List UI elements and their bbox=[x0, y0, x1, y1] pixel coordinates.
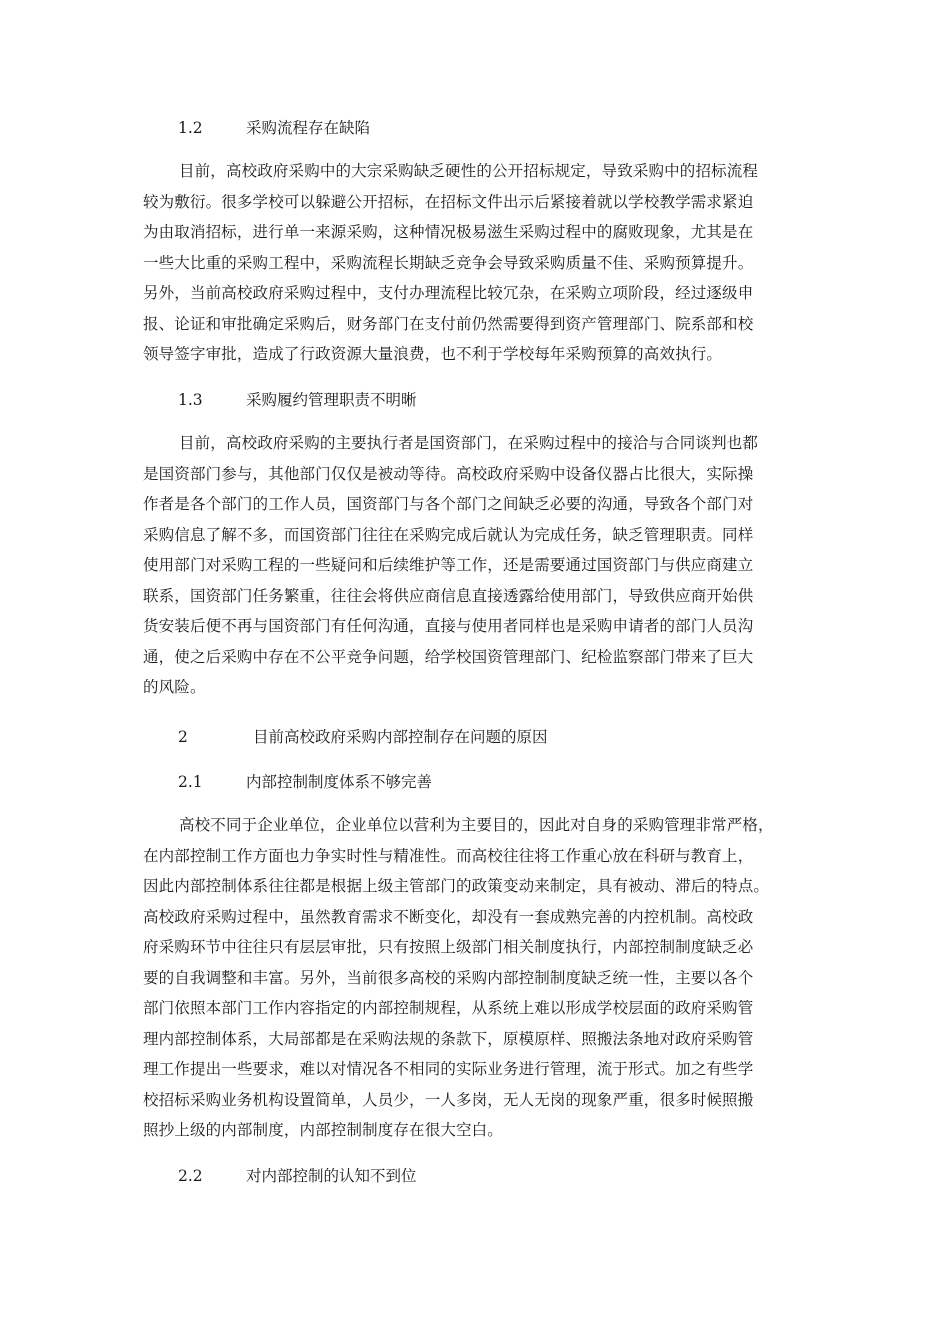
text-line: 采购信息了解不多，而国资部门往往在采购完成后就认为完成任务，缺乏管理职责。同样 bbox=[143, 525, 754, 544]
section-number: 1.2 bbox=[178, 119, 203, 137]
text-line: 是国资部门参与，其他部门仅仅是被动等待。高校政府采购中设备仪器占比很大，实际操 bbox=[143, 464, 754, 483]
text-line: 因此内部控制体系往往都是根据上级主管部门的政策变动来制定，具有被动、滞后的特点。 bbox=[143, 877, 770, 895]
text-line: 照抄上级的内部制度，内部控制制度存在很大空白。 bbox=[143, 1121, 503, 1139]
text-line: 联系，国资部门任务繁重，往往会将供应商信息直接透露给使用部门，导致供应商开始供 bbox=[143, 586, 754, 605]
text-line: 另外，当前高校政府采购过程中，支付办理流程比较冗杂，在采购立项阶段，经过逐级申 bbox=[143, 284, 754, 302]
text-line: 使用部门对采购工程的一些疑问和后续维护等工作，还是需要通过国资部门与供应商建立 bbox=[143, 556, 754, 574]
section-heading-2-1 bbox=[178, 772, 432, 792]
section-heading-2-2 bbox=[178, 1166, 417, 1186]
section-heading-2 bbox=[178, 727, 548, 747]
text-line: 作者是各个部门的工作人员，国资部门与各个部门之间缺乏必要的沟通，导致各个部门对 bbox=[143, 495, 754, 513]
section-heading-1-3 bbox=[178, 390, 417, 410]
text-line: 货安装后便不再与国资部门有任何沟通，直接与使用者同样也是采购申请者的部门人员沟 bbox=[143, 617, 754, 635]
text-line: 目前，高校政府采购的主要执行者是国资部门，在采购过程中的接洽与合同谈判也都 bbox=[179, 434, 759, 452]
text-line: 要的自我调整和丰富。另外，当前很多高校的采购内部控制制度缺乏统一性，主要以各个 bbox=[143, 968, 754, 987]
section-title: 对内部控制的认知不到位 bbox=[246, 1167, 417, 1185]
section-number: 2.1 bbox=[178, 773, 203, 791]
text-line: 在内部控制工作方面也力争实时性与精准性。而高校往往将工作重心放在科研与教育上， bbox=[143, 846, 754, 865]
text-line: 目前，高校政府采购中的大宗采购缺乏硬性的公开招标规定，导致采购中的招标流程 bbox=[179, 162, 759, 180]
paragraph-2-1 bbox=[143, 810, 813, 1146]
text-line: 高校不同于企业单位，企业单位以营利为主要目的，因此对自身的采购管理非常严格， bbox=[179, 816, 774, 834]
text-line: 一些大比重的采购工程中，采购流程长期缺乏竞争会导致采购质量不佳、采购预算提升。 bbox=[143, 253, 754, 272]
text-line: 的风险。 bbox=[143, 678, 206, 696]
text-line: 为由取消招标，进行单一来源采购，这种情况极易滋生采购过程中的腐败现象，尤其是在 bbox=[143, 223, 754, 241]
section-number: 1.3 bbox=[178, 391, 203, 409]
text-line: 理内部控制体系，大局部都是在采购法规的条款下，原模原样、照搬法条地对政府采购管 bbox=[143, 1029, 754, 1048]
section-heading-1-2 bbox=[178, 118, 370, 138]
text-line: 通，使之后采购中存在不公平竞争问题，给学校国资管理部门、纪检监察部门带来了巨大 bbox=[143, 647, 754, 666]
section-number: 2.2 bbox=[178, 1167, 203, 1185]
text-line: 理工作提出一些要求，难以对情况各不相同的实际业务进行管理，流于形式。加之有些学 bbox=[143, 1060, 754, 1078]
section-number: 2 bbox=[178, 728, 188, 746]
text-line: 较为敷衍。很多学校可以躲避公开招标，在招标文件出示后紧接着就以学校教学需求紧迫 bbox=[143, 192, 754, 211]
paragraph-1-2 bbox=[143, 156, 813, 370]
section-title: 采购流程存在缺陷 bbox=[246, 119, 371, 137]
text-line: 校招标采购业务机构设置简单，人员少，一人多岗，无人无岗的现象严重，很多时候照搬 bbox=[143, 1090, 754, 1109]
section-title: 目前高校政府采购内部控制存在问题的原因 bbox=[253, 728, 548, 746]
section-title: 采购履约管理职责不明晰 bbox=[246, 391, 417, 409]
section-title: 内部控制制度体系不够完善 bbox=[246, 773, 433, 791]
text-line: 报、论证和审批确定采购后，财务部门在支付前仍然需要得到资产管理部门、院系部和校 bbox=[143, 314, 754, 333]
text-line: 部门依照本部门工作内容指定的内部控制规程，从系统上难以形成学校层面的政府采购管 bbox=[143, 999, 754, 1017]
paragraph-1-3 bbox=[143, 428, 813, 703]
text-line: 领导签字审批，造成了行政资源大量浪费，也不利于学校每年采购预算的高效执行。 bbox=[143, 345, 723, 363]
text-line: 府采购环节中往往只有层层审批，只有按照上级部门相关制度执行，内部控制制度缺乏必 bbox=[143, 938, 754, 956]
text-line: 高校政府采购过程中，虽然教育需求不断变化，却没有一套成熟完善的内控机制。高校政 bbox=[143, 907, 754, 926]
